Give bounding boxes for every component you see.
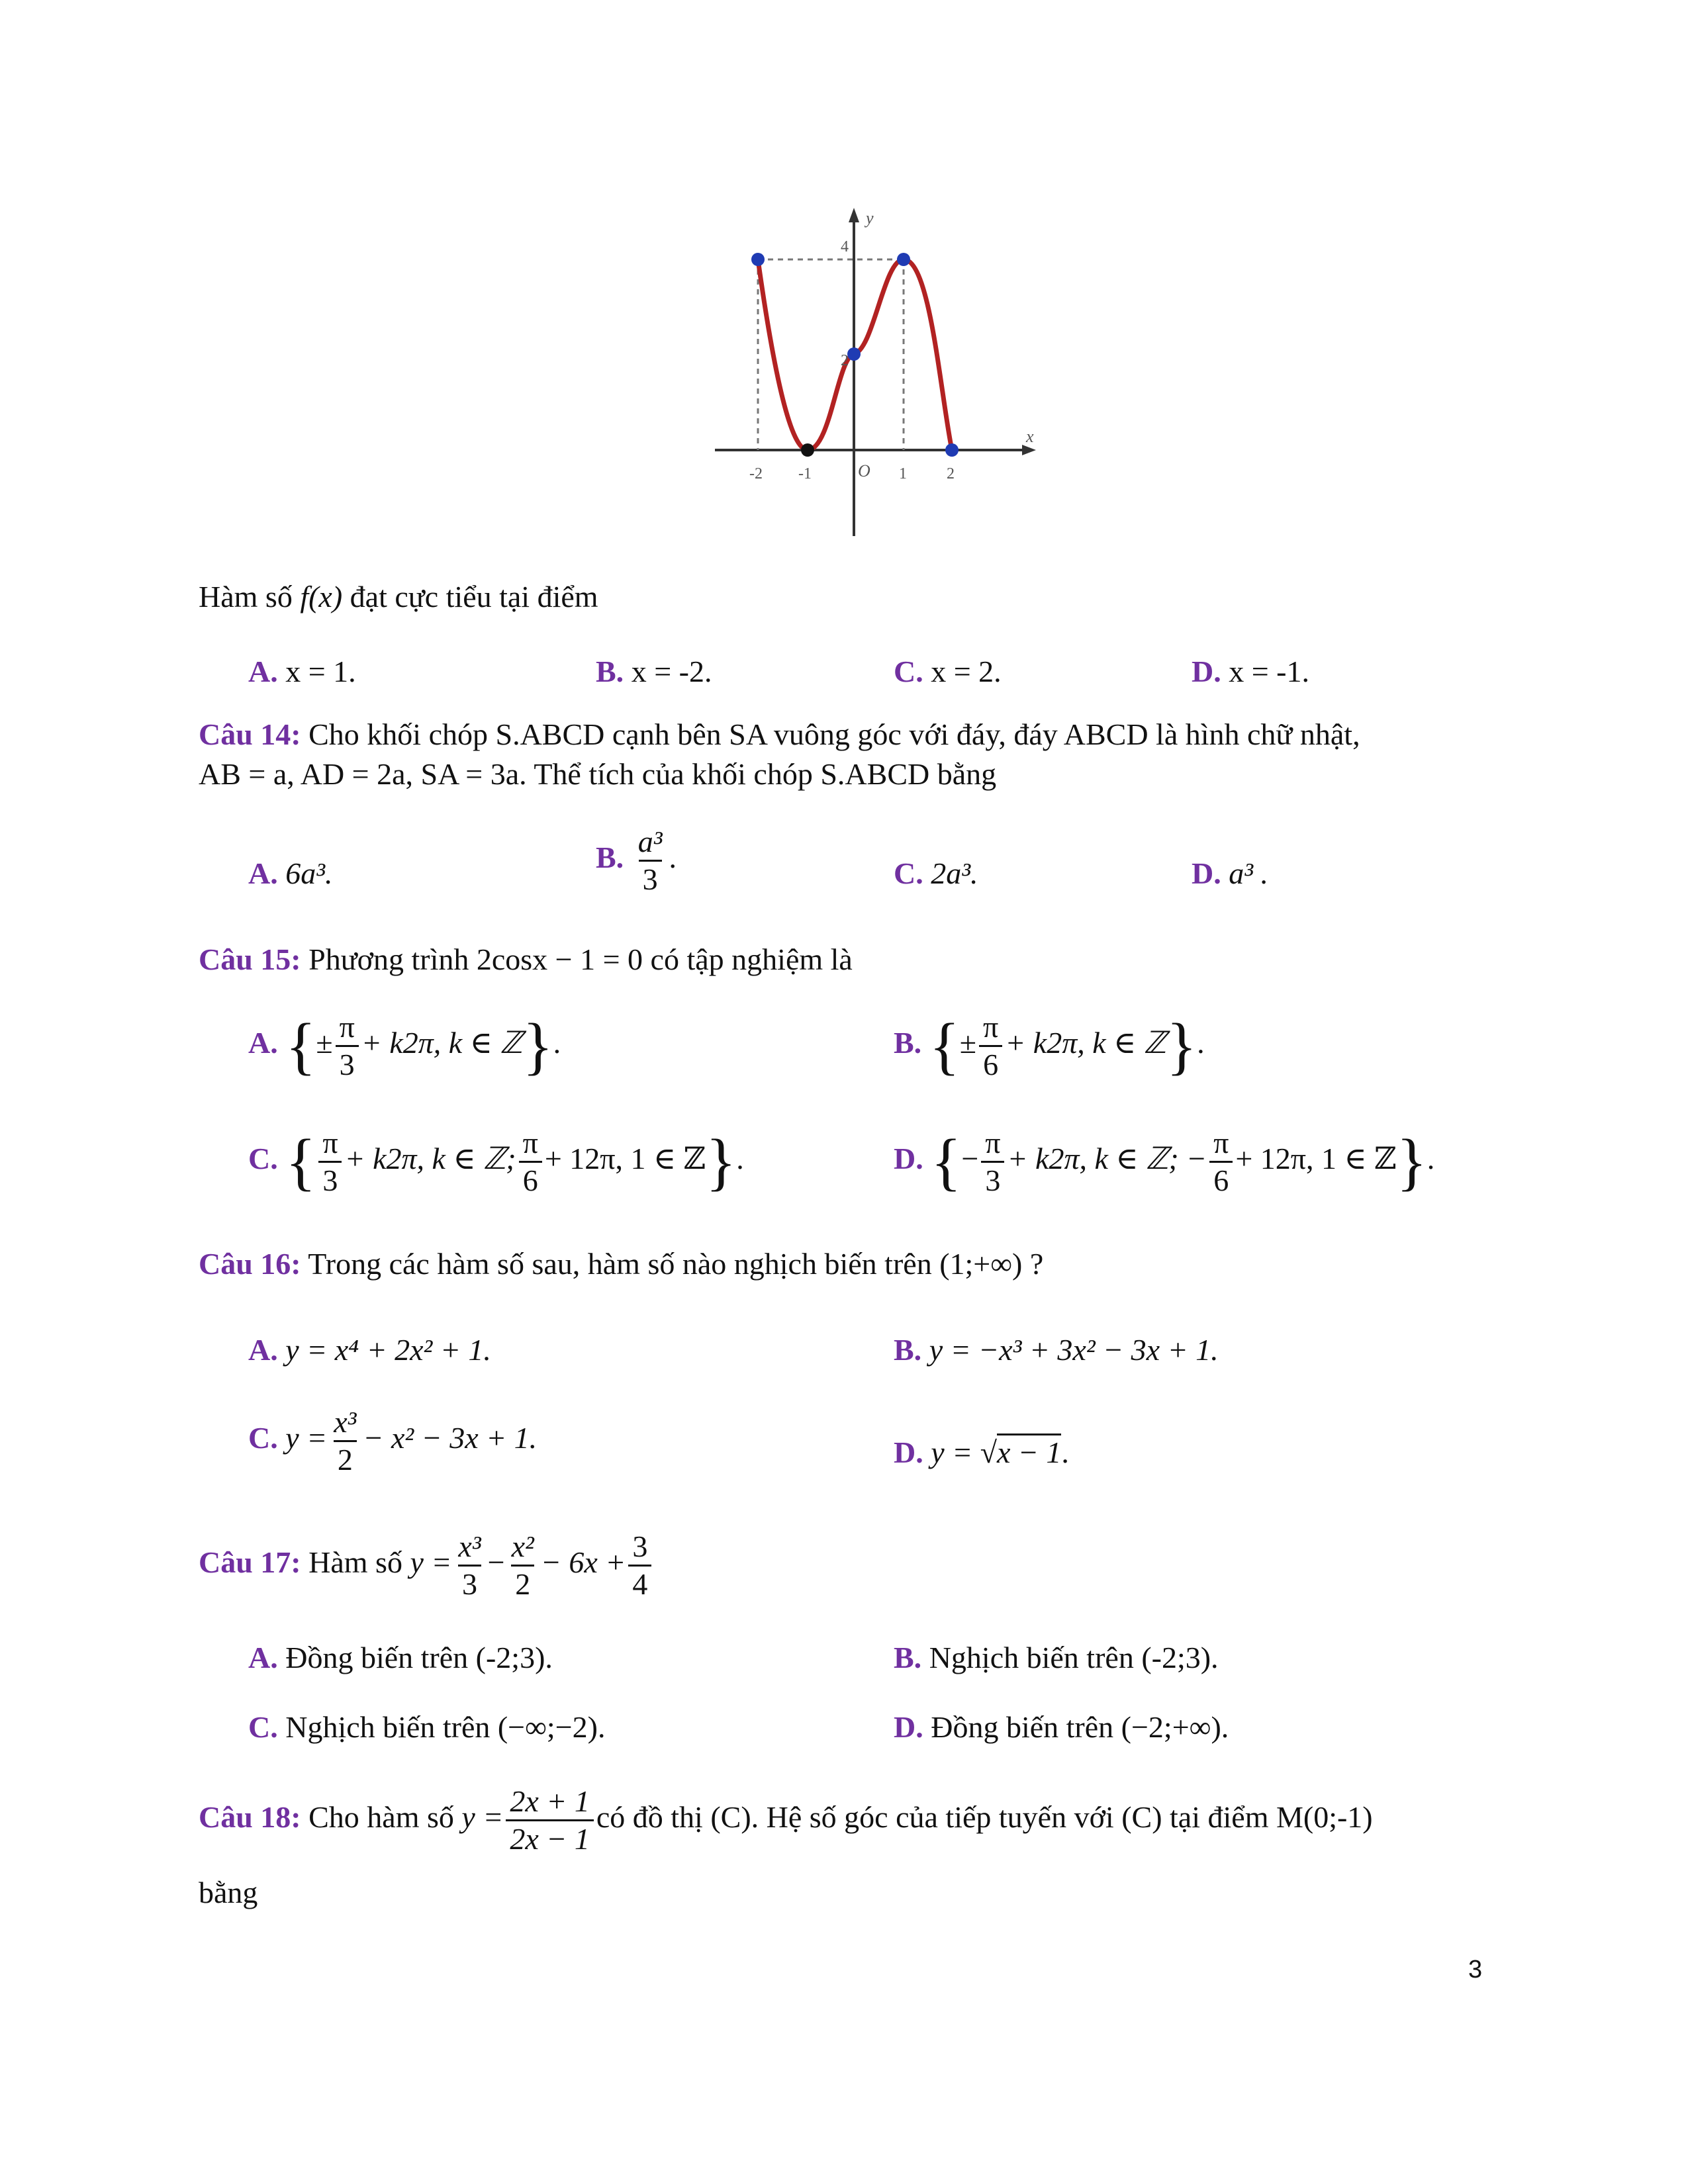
answer-text: y = x⁴ + 2x² + 1. <box>285 1333 491 1367</box>
q18-y: y = <box>461 1800 504 1835</box>
denominator: 3 <box>458 1565 481 1602</box>
answer-tail: . <box>669 841 677 875</box>
answer-label: B. <box>596 655 624 688</box>
answer-label: B. <box>596 841 624 875</box>
q14-line2: AB = a, AD = 2a, SA = 3a. Thể tích của khối chóp S.ABCD bằng <box>199 757 997 791</box>
fraction <box>508 1529 538 1602</box>
fraction <box>336 1009 359 1083</box>
q17-answer-a[interactable] <box>248 1638 553 1678</box>
numerator: π <box>322 1126 338 1160</box>
q15-answer-b[interactable]: B. {± $\frac{\pi}{6}$ + k2π, k ∈ ℤ}. <box>894 1010 1205 1081</box>
numerator: π <box>1213 1126 1229 1160</box>
question-label: Câu 17: <box>199 1545 301 1580</box>
answer-text: x = -2. <box>631 655 712 688</box>
point-0-2 <box>847 347 861 361</box>
answer-mid: + k2π, k ∈ ℤ; <box>344 1142 516 1176</box>
denominator: 3 <box>639 860 662 897</box>
q16-stem <box>199 1244 1043 1284</box>
fraction <box>979 1009 1002 1083</box>
y-tick-4: 4 <box>841 238 849 255</box>
x-tick-minus1: -1 <box>798 465 812 482</box>
q17-stem <box>199 1529 654 1602</box>
q18-line2: bằng <box>199 1876 258 1909</box>
answer-label: C. <box>894 856 923 890</box>
answer-pre: y = <box>285 1421 328 1455</box>
q18-stem <box>199 1784 1373 1857</box>
answer-label: B. <box>894 1333 922 1367</box>
q15-stem-eq: 2cosx − 1 = 0 <box>476 942 643 976</box>
q15-stem <box>199 940 853 979</box>
denominator: 6 <box>1209 1161 1233 1199</box>
point-minus2-4 <box>751 253 765 266</box>
question-label: Câu 15: <box>199 942 301 976</box>
point-minus1-0 <box>801 443 814 457</box>
q15-stem-pre: Phương trình <box>308 942 469 976</box>
answer-text: 6a³. <box>285 856 333 890</box>
brace-open: { <box>285 1010 316 1081</box>
axis-y-label: y <box>866 208 874 228</box>
answer-label: C. <box>248 1421 278 1455</box>
function-graph <box>702 199 1046 543</box>
answer-label: B. <box>894 1026 922 1060</box>
numerator: x³ <box>458 1529 481 1563</box>
denominator: 2x − 1 <box>506 1819 593 1857</box>
question-label: Câu 14: <box>199 717 301 751</box>
point-2-0 <box>945 443 959 457</box>
y-tick-2: 2 <box>841 352 849 369</box>
numerator: a³ <box>637 825 663 858</box>
answer-label: D. <box>1192 856 1221 890</box>
denominator: 4 <box>628 1565 651 1602</box>
numerator: 2x + 1 <box>510 1784 590 1818</box>
question-label: Câu 18: <box>199 1800 301 1835</box>
q16-answer-d[interactable] <box>894 1433 1069 1473</box>
q15-stem-post: có tập nghiệm là <box>650 942 853 976</box>
numerator: x³ <box>334 1405 357 1439</box>
x-tick-1: 1 <box>899 465 907 482</box>
q18-stem-post: có đồ thị (C). Hệ số góc của tiếp tuyến với (C) tại điểm M(0;-1) <box>596 1800 1373 1835</box>
q14-answer-c[interactable] <box>894 854 978 893</box>
q16-stem-text: Trong các hàm số sau, hàm số nào nghịch biến trên <box>308 1247 932 1281</box>
numerator: π <box>522 1126 538 1160</box>
fraction <box>318 1125 342 1199</box>
origin-label: O <box>858 461 870 480</box>
fraction <box>1209 1125 1233 1199</box>
q16-answer-b[interactable] <box>894 1330 1219 1370</box>
answer-text: y = −x³ + 3x² − 3x + 1. <box>929 1333 1219 1367</box>
q13-answer-c[interactable] <box>894 652 1002 692</box>
answer-post: + 12π, 1 ∈ ℤ <box>1235 1142 1397 1176</box>
operator: − <box>487 1545 505 1580</box>
operator: − 6x + <box>540 1545 626 1580</box>
q13-stem <box>199 577 598 617</box>
q17-y: y = <box>410 1545 452 1580</box>
y-axis-arrow <box>849 208 859 222</box>
q17-stem-pre: Hàm số <box>308 1545 402 1580</box>
answer-label: A. <box>248 856 278 890</box>
q15-answer-c[interactable]: C. { $\frac{\pi}{3}$ + k2π, k ∈ ℤ; $\frac{\pi}{6}$ + 12π, 1 ∈ ℤ}. <box>248 1126 744 1197</box>
q16-interval: (1;+∞) <box>939 1247 1023 1281</box>
q14-answer-b[interactable] <box>596 824 677 897</box>
fraction <box>519 1125 542 1199</box>
numerator: π <box>985 1126 1001 1160</box>
answer-label: A. <box>248 1026 278 1060</box>
answer-post: + 12π, 1 ∈ ℤ <box>544 1142 706 1176</box>
brace-close: } <box>1396 1126 1427 1197</box>
x-axis-arrow <box>1022 445 1036 455</box>
answer-label: D. <box>894 1142 923 1176</box>
brace-close: } <box>522 1010 553 1081</box>
answer-label: A. <box>248 1333 278 1367</box>
q17-answer-c[interactable] <box>248 1707 605 1747</box>
x-tick-2: 2 <box>947 465 955 482</box>
numerator: x² <box>511 1529 534 1563</box>
x-tick-minus2: -2 <box>749 465 763 482</box>
answer-text: Nghịch biến trên (−∞;−2). <box>285 1710 606 1744</box>
denominator: 3 <box>336 1045 359 1083</box>
sqrt-radicand: x − 1 <box>997 1433 1061 1469</box>
denominator: 3 <box>318 1161 342 1199</box>
fraction <box>634 824 667 897</box>
q18-stem-pre: Cho hàm số <box>308 1800 454 1835</box>
denominator: 3 <box>981 1161 1004 1199</box>
answer-label: C. <box>248 1142 278 1176</box>
q13-answer-a[interactable] <box>248 652 356 692</box>
axis-x-label: x <box>1026 427 1034 446</box>
q16-qmark: ? <box>1029 1247 1044 1281</box>
sqrt-sign: √ <box>980 1435 997 1469</box>
brace-close: } <box>706 1126 737 1197</box>
denominator: 6 <box>979 1045 1002 1083</box>
answer-post: − x² − 3x + 1. <box>363 1421 538 1455</box>
fraction <box>454 1529 485 1602</box>
q17-answer-d[interactable] <box>894 1707 1229 1747</box>
brace-open: { <box>929 1010 960 1081</box>
answer-pre: ± <box>959 1026 977 1060</box>
answer-label: B. <box>894 1641 922 1674</box>
q13-stem-post: đạt cực tiểu tại điểm <box>350 580 598 614</box>
point-1-4 <box>897 253 910 266</box>
numerator: 3 <box>632 1529 648 1563</box>
answer-text: x = 2. <box>931 655 1002 688</box>
answer-text: x = -1. <box>1229 655 1309 688</box>
page-number: 3 <box>1468 1956 1483 1983</box>
answer-text: Đồng biến trên (-2;3). <box>285 1641 553 1674</box>
answer-pre: − <box>961 1142 979 1176</box>
q15-answer-a[interactable]: A. {± $\frac{\pi}{3}$ + k2π, k ∈ ℤ}. <box>248 1010 561 1081</box>
q14-line1-text: Cho khối chóp S.ABCD cạnh bên SA vuông góc với đáy, đáy ABCD là hình chữ nhật, <box>308 717 1360 751</box>
answer-text: Nghịch biến trên (-2;3). <box>929 1641 1219 1674</box>
answer-text: x = 1. <box>285 655 356 688</box>
answer-post: . <box>1061 1435 1069 1469</box>
fraction <box>330 1404 360 1478</box>
answer-label: D. <box>1192 655 1221 688</box>
q14-answer-d[interactable] <box>1192 854 1268 893</box>
answer-text: 2a³. <box>931 856 978 890</box>
q13-stem-fx: f(x) <box>300 580 343 614</box>
denominator: 2 <box>511 1565 534 1602</box>
q14-answer-a[interactable] <box>248 854 333 893</box>
answer-post: + k2π, k ∈ ℤ <box>361 1026 523 1060</box>
q13-answer-b[interactable] <box>596 652 712 692</box>
brace-open: { <box>285 1126 316 1197</box>
numerator: π <box>983 1010 999 1044</box>
fraction <box>981 1125 1004 1199</box>
q14-line1 <box>199 715 1360 754</box>
answer-text: Đồng biến trên (−2;+∞). <box>931 1710 1229 1744</box>
denominator: 6 <box>519 1161 542 1199</box>
answer-mid: + k2π, k ∈ ℤ; − <box>1007 1142 1207 1176</box>
brace-close: } <box>1166 1010 1197 1081</box>
answer-label: A. <box>248 1641 278 1674</box>
answer-label: C. <box>248 1710 278 1744</box>
answer-label: C. <box>894 655 923 688</box>
brace-open: { <box>931 1126 962 1197</box>
fraction <box>506 1784 593 1857</box>
q13-answer-d[interactable] <box>1192 652 1309 692</box>
answer-pre: ± <box>316 1026 333 1060</box>
q15-answer-d[interactable]: D. {− $\frac{\pi}{3}$ + k2π, k ∈ ℤ; − $\frac{\pi}{6}$ + 12π, 1 ∈ ℤ}. <box>894 1126 1435 1197</box>
answer-text: a³ . <box>1229 856 1269 890</box>
answer-post: + k2π, k ∈ ℤ <box>1005 1026 1166 1060</box>
denominator: 2 <box>334 1440 357 1478</box>
q16-answer-a[interactable] <box>248 1330 491 1370</box>
answer-label: D. <box>894 1710 923 1744</box>
fraction <box>628 1529 651 1602</box>
q17-answer-b[interactable] <box>894 1638 1219 1678</box>
q13-stem-pre: Hàm số <box>199 580 293 614</box>
answer-label: A. <box>248 655 278 688</box>
q16-answer-c[interactable] <box>248 1404 537 1478</box>
answer-label: D. <box>894 1435 923 1469</box>
numerator: π <box>339 1010 355 1044</box>
answer-pre: y = <box>931 1435 973 1469</box>
question-label: Câu 16: <box>199 1247 301 1281</box>
